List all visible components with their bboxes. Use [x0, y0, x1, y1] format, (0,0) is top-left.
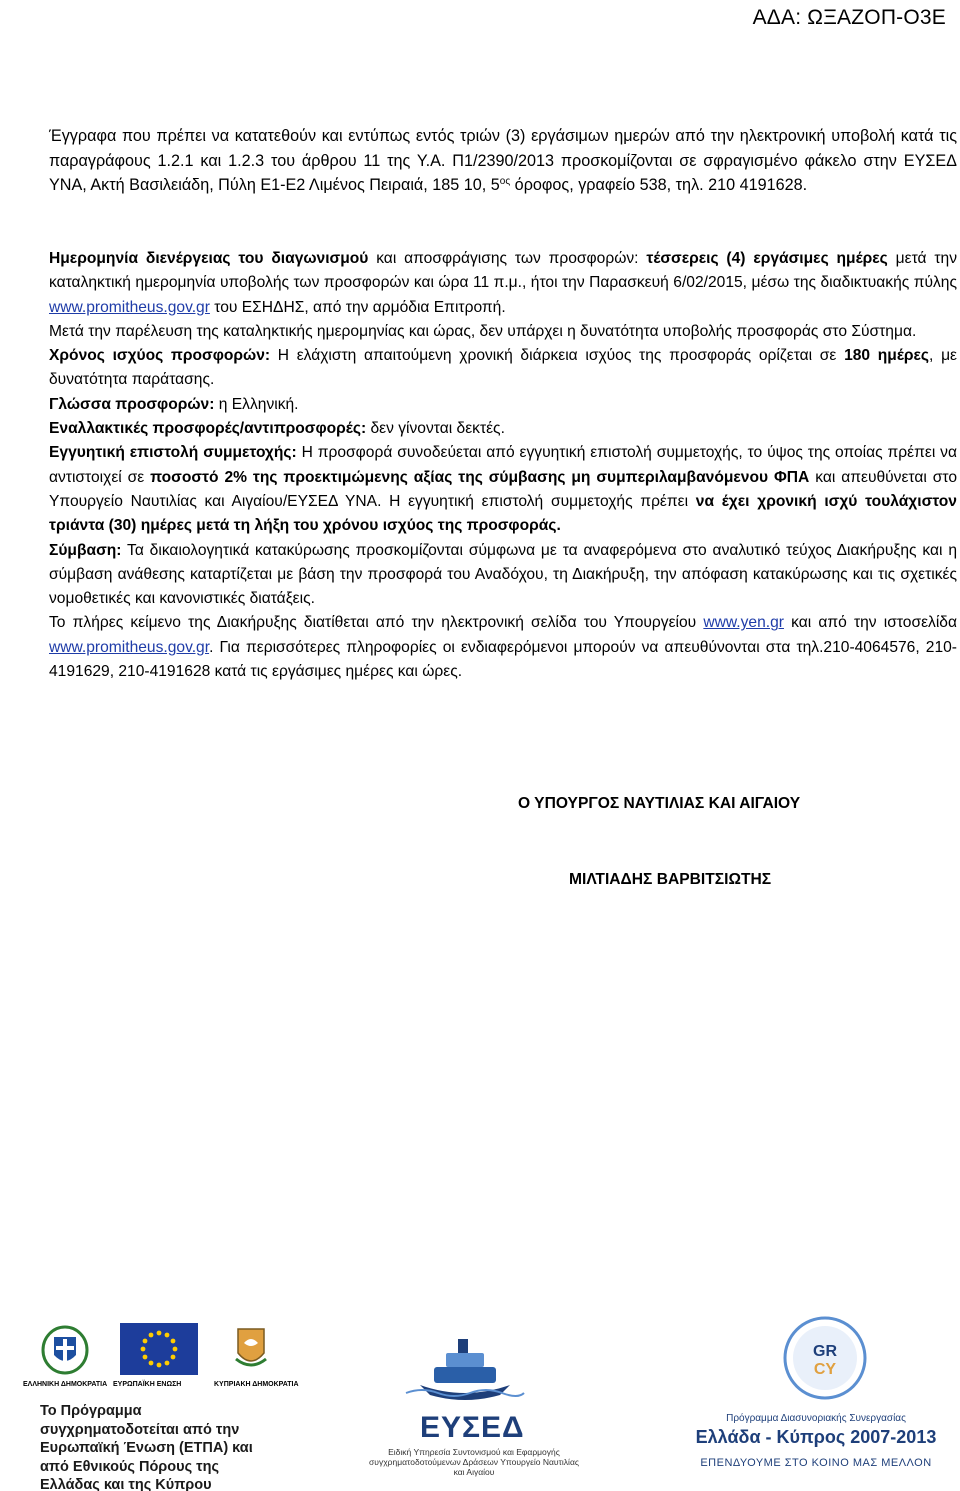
- eysed-subtitle: Ειδική Υπηρεσία Συντονισμού και Εφαρμογής συγχρηματοδοτούμενων Δράσεων Υπουργείο Ναυτιλίας και Αιγαίου: [369, 1447, 579, 1477]
- yen-link[interactable]: www.yen.gr: [703, 614, 784, 632]
- program-title: Ελλάδα - Κύπρος 2007-2013: [695, 1427, 937, 1447]
- grcy-logo-icon: [782, 1315, 868, 1401]
- svg-text:CY: CY: [813, 1361, 837, 1378]
- eysed-name: ΕΥΣΕΔ: [420, 1411, 525, 1444]
- signature-minister: Ο ΥΠΟΥΡΓΟΣ ΝΑΥΤΙΛΙΑΣ ΚΑΙ ΑΙΓΑΙΟΥ: [518, 795, 801, 812]
- validity-paragraph: Χρόνος ισχύος προσφορών: Η ελάχιστη απαιτούμενη χρονική διάρκεια ισχύος της προσφοράς ορίζεται σε 180 ημέρες, με δυνατότητα παράτασης.: [49, 347, 957, 389]
- cyprus-emblem-icon: [228, 1323, 274, 1375]
- alternatives-paragraph: Εναλλακτικές προσφορές/αντιπροσφορές: δεν γίνονται δεκτές.: [49, 420, 505, 438]
- greek-republic-caption: ΕΛΛΗΝΙΚΗ ΔΗΜΟΚΡΑΤΙΑ: [23, 1381, 108, 1388]
- date-paragraph: Ημερομηνία διενέργειας του διαγωνισμού και αποσφράγισης των προσφορών: τέσσερεις (4) εργάσιμες ημέρες μετά την καταληκτική ημερομηνία υποβολής των προσφορών και ώρα 11 π.μ., ήτοι την Παρασκευή 6/02/2015, μέσω της διαδικτυακής πύλης www.promitheus.gov.gr του ΕΣΗΔΗΣ, από την αρμόδια Επιτροπή.: [49, 250, 957, 316]
- promitheus-link-2[interactable]: www.promitheus.gov.gr: [49, 638, 210, 656]
- ada-header: ΑΔΑ: ΩΞΑΖΟΠ-Ο3Ε: [752, 6, 946, 29]
- eu-flag-icon: [120, 1323, 198, 1375]
- intro-paragraph: Έγγραφα που πρέπει να κατατεθούν και εντύπως εντός τριών (3) εργάσιμων ημερών από την ηλεκτρονική υποβολή κατά τις παραγράφους 1.2.1 και 1.2.3 του άρθρου 11 της Υ.Α. Π1/2390/2013 προσκομίζονται σε σφραγισμένο φάκελο στην ΕΥΣΕΔ ΥΝΑ, Ακτή Βασιλειάδη, Πύλη Ε1-Ε2 Λιμένος Πειραιά, 185 10, $5^{o\varsigma}$ όροφος, γραφείο 538, τηλ. 210 4191628.: [49, 127, 957, 195]
- signature-name: ΜΙΛΤΙΑΔΗΣ ΒΑΡΒΙΤΣΙΩΤΗΣ: [569, 871, 772, 888]
- guarantee-paragraph: Εγγυητική επιστολή συμμετοχής: Η προσφορά συνοδεύεται από εγγυητική επιστολή συμμετοχής, το ύψος της οποίας πρέπει να αντιστοιχεί σε ποσοστό 2% της προεκτιμώμενης αξίας της σύμβασης μη συμπεριλαμβανόμενου ΦΠΑ και απευθύνεται στο Υπουργείο Ναυτιλίας και Αιγαίου/ΕΥΣΕΔ ΥΝΑ. Η εγγυητική επιστολή συμμετοχής πρέπει να έχει χρονική ισχύ τουλάχιστον τριάντα (30) ημέρες μετά τη λήξη του χρόνου ισχύος της προσφοράς.: [49, 444, 957, 535]
- promitheus-link[interactable]: www.promitheus.gov.gr: [49, 298, 210, 316]
- svg-text:GR: GR: [813, 1343, 837, 1360]
- full-text-paragraph: Το πλήρες κείμενο της Διακήρυξης διατίθεται από την ηλεκτρονική σελίδα του Υπουργείου www.yen.gr και από την ιστοσελίδα www.promitheus.gov.gr. Για περισσότερες πληροφορίες οι ενδιαφερόμενοι μπορούν να απευθύνονται στα τηλ.210-4064576, 210-4191629, 210-4191628 κατά τις εργάσιμες ημέρες και ώρες.: [49, 614, 957, 681]
- after-deadline-paragraph: Μετά την παρέλευση της καταληκτικής ημερομηνίας και ώρας, δεν υπάρχει η δυνατότητα υποβολής προσφοράς στο Σύστημα.: [49, 322, 917, 340]
- greek-emblem-icon: [40, 1323, 90, 1375]
- eu-caption: ΕΥΡΩΠΑΪΚΗ ΕΝΩΣΗ: [113, 1381, 182, 1388]
- footer-logos: [0, 1315, 960, 1491]
- language-paragraph: Γλώσσα προσφορών: η Ελληνική.: [49, 395, 299, 413]
- tender-details: [49, 247, 957, 684]
- cyprus-republic-caption: ΚΥΠΡΙΑΚΗ ΔΗΜΟΚΡΑΤΙΑ: [214, 1381, 299, 1388]
- program-subtitle: Πρόγραμμα Διασυνοριακής Συνεργασίας: [726, 1413, 906, 1424]
- cofinancing-text: Το Πρόγραμμα συγχρηματοδοτείται από την Ευρωπαϊκή Ένωση (ΕΤΠΑ) και από Εθνικούς Πόρους της Ελλάδας και της Κύπρου: [40, 1403, 253, 1491]
- program-motto: ΕΠΕΝΔΥΟΥΜΕ ΣΤΟ ΚΟΙΝΟ ΜΑΣ ΜΕΛΛΟΝ: [700, 1457, 932, 1469]
- contract-paragraph: Σύμβαση: Τα δικαιολογητικά κατακύρωσης προσκομίζονται σύμφωνα με τα αναφερόμενα στο αναλυτικό τεύχος Διακήρυξης και η σύμβαση ανάθεσης καταρτίζεται με βάση την προσφορά του Αναδόχου, τη Διακήρυξη, την απόφαση κατακύρωσης και τις σχετικές νομοθετικές και κανονιστικές διατάξεις.: [49, 541, 957, 608]
- eysed-ship-logo-icon: [400, 1331, 530, 1403]
